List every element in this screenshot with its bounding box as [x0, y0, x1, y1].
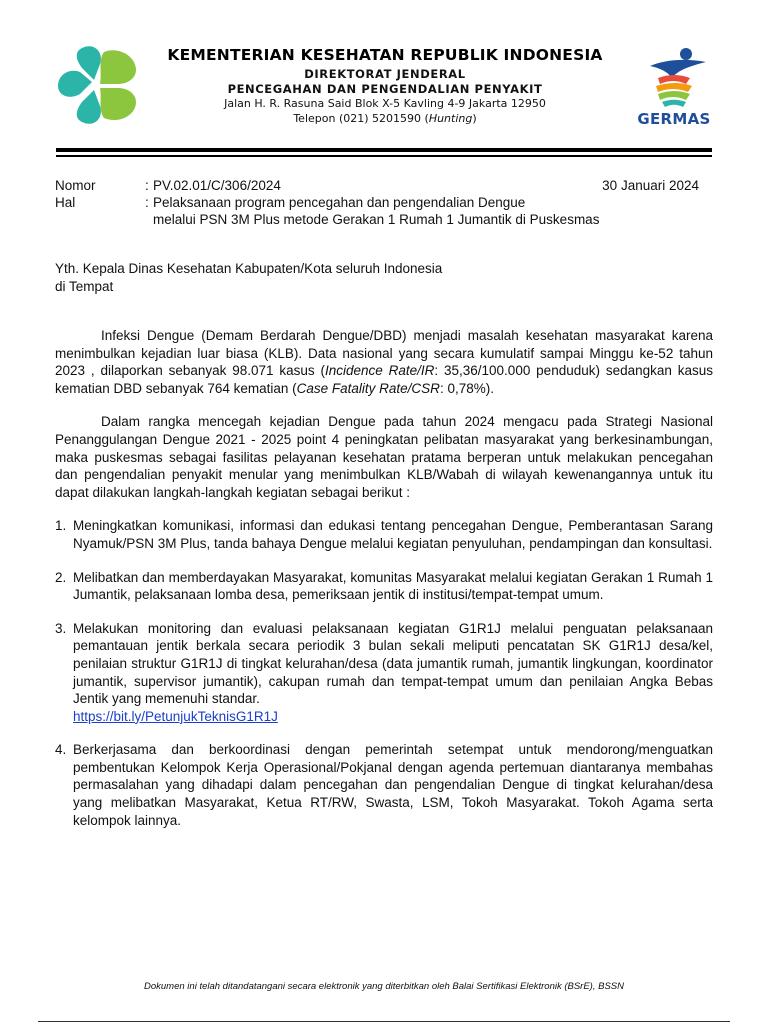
logo-leaf-bottom [77, 90, 101, 124]
paragraph-1 [55, 327, 713, 397]
hal-row-2 [55, 211, 715, 228]
list-item-text: Melakukan monitoring dan evaluasi pelaksanaan kegiatan G1R1J melalui penguatan pelaksanaan pemantauan jentik berkala secara periodik 3 bulan sekali meliputi pencatatan SK G1R1J desa/kel, penilaian struktur G1R1J di tingkat kelurahan/desa (data jumantik rumah, jumantik lingkungan, koordinator jumantik, supervisor jumantik), cakupan rumah dan tempat-tempat umum dan penilaian Angka Bebas Jentik yang memenuhi standar. [73, 620, 713, 707]
germas-figure-icon [628, 44, 720, 110]
addressee-line2: di Tempat [55, 278, 114, 294]
letterhead-rule-thin [56, 155, 712, 157]
hal-label: Hal [55, 195, 76, 210]
list-item-text: Meningkatkan komunikasi, informasi dan edukasi tentang pencegahan Dengue, Pemberantasan Sarang Nyamuk/PSN 3M Plus, tanda bahaya Dengue melalui kegiatan penyuluhan, pendampingan dan konsultasi. [73, 518, 713, 551]
kemenkes-logo-icon [52, 44, 142, 126]
germas-logo [628, 44, 720, 130]
footer-rule [38, 1021, 730, 1022]
division-name: PENCEGAHAN DAN PENGENDALIAN PENYAKIT [227, 82, 543, 96]
p1-case-fatality: Case Fatality Rate/CSR [296, 380, 440, 396]
list-item [55, 517, 713, 552]
hal-row [55, 194, 715, 211]
letter-meta [55, 177, 715, 228]
list-item-number: 4. [55, 742, 67, 758]
phone-suffix: ) [472, 112, 477, 125]
technical-guide-link[interactable]: https://bit.ly/PetunjukTeknisG1R1J [73, 708, 278, 724]
ministry-title: KEMENTERIAN KESEHATAN REPUBLIK INDONESIA [167, 46, 603, 64]
logo-leaf-right-lower [100, 88, 136, 120]
addressee-line1: Yth. Kepala Dinas Kesehatan Kabupaten/Kota seluruh Indonesia [55, 261, 443, 276]
list-item-number: 2. [55, 569, 67, 585]
paragraph-2: Dalam rangka mencegah kejadian Dengue pada tahun 2024 mengacu pada Strategi Nasional Penanggulangan Dengue 2021 - 2025 point 4 peningkatan pelibatan masyarakat yang berkesinambungan, maka puskesmas sebagai fasilitas pelayanan kesehatan pratama berperan untuk melakukan pencegahan dan pengendalian penyakit menular yang menimbulkan KLB/Wabah di wilayah kewenangannya untuk itu dapat dilakukan langkah-langkah kegiatan sebagai berikut : [55, 414, 713, 500]
nomor-row [55, 177, 715, 194]
phone-prefix: Telepon (021) 5201590 ( [293, 112, 429, 125]
hal-value-line1: Pelaksanaan program pencegahan dan pengendalian Dengue [153, 195, 526, 210]
list-item [55, 741, 713, 829]
nomor-value: PV.02.01/C/306/2024 [153, 178, 281, 193]
esign-footer: Dokumen ini telah ditandatangani secara elektronik yang diterbitkan oleh Balai Sertifikasi Elektronik (BSrE), BSSN [144, 981, 624, 992]
list-item [55, 569, 713, 604]
ministry-phone [150, 112, 620, 125]
p1-text-b: : 35,36/100.000 penduduk) sedangkan kasus kematian DBD sebanyak 764 kematian ( [55, 363, 713, 396]
hal-value-line2: melalui PSN 3M Plus metode Gerakan 1 Rumah 1 Jumantik di Puskesmas [153, 212, 600, 227]
p1-text-c: : 0,78%). [439, 380, 494, 396]
list-item-text: Melibatkan dan memberdayakan Masyarakat, komunitas Masyarakat melalui kegiatan Gerakan 1 Rumah 1 Jumantik, pelaksanaan lomba desa, pemeriksaan jentik di institusi/tempat-tempat umum. [73, 569, 713, 603]
list-item-number: 3. [55, 620, 67, 636]
hal-colon: : [145, 195, 149, 210]
letter-body [55, 327, 713, 845]
list-item-number: 1. [55, 518, 67, 534]
letterhead-rule-thick [56, 148, 712, 152]
p1-text-a: Infeksi Dengue (Demam Berdarah Dengue/DBD) menjadi masalah kesehatan masyarakat karena menimbulkan kejadian luar biasa (KLB). Data nasional yang secara kumulatif sampai Minggu ke-52 tahun 2023 , dilaporkan sebanyak 98.071 kasus ( [55, 328, 713, 379]
directorate-name: DIREKTORAT JENDERAL [304, 67, 466, 81]
logo-leaf-right [100, 50, 136, 84]
p1-incidence-rate: Incidence Rate/IR [325, 363, 435, 379]
list-item-text: Berkerjasama dan berkoordinasi dengan pemerintah setempat untuk mendorong/menguatkan pembentukan Kelompok Kerja Operasional/Pokjanal dengan agenda pertemuan diantaranya membahas permasalahan yang dihadapi dalam pencegahan dan pengendalian Dengue di tingkat kelurahan/desa yang melibatkan Masyarakat, Ketua RT/RW, Swasta, LSM, Tokoh Masyarakat. Tokoh Agama serta kelompok lainnya. [73, 742, 713, 828]
addressee [55, 260, 442, 295]
list-item [55, 620, 713, 726]
nomor-colon: : [145, 178, 149, 193]
logo-leaf-left [58, 71, 92, 97]
phone-note: Hunting [428, 112, 473, 125]
activity-list [55, 517, 713, 829]
nomor-label: Nomor [55, 178, 96, 193]
letter-date: 30 Januari 2024 [602, 178, 699, 193]
ministry-address: Jalan H. R. Rasuna Said Blok X-5 Kavling 4-9 Jakarta 12950 [224, 97, 546, 110]
letterhead-text [150, 46, 620, 125]
germas-label: GERMAS [637, 110, 711, 128]
